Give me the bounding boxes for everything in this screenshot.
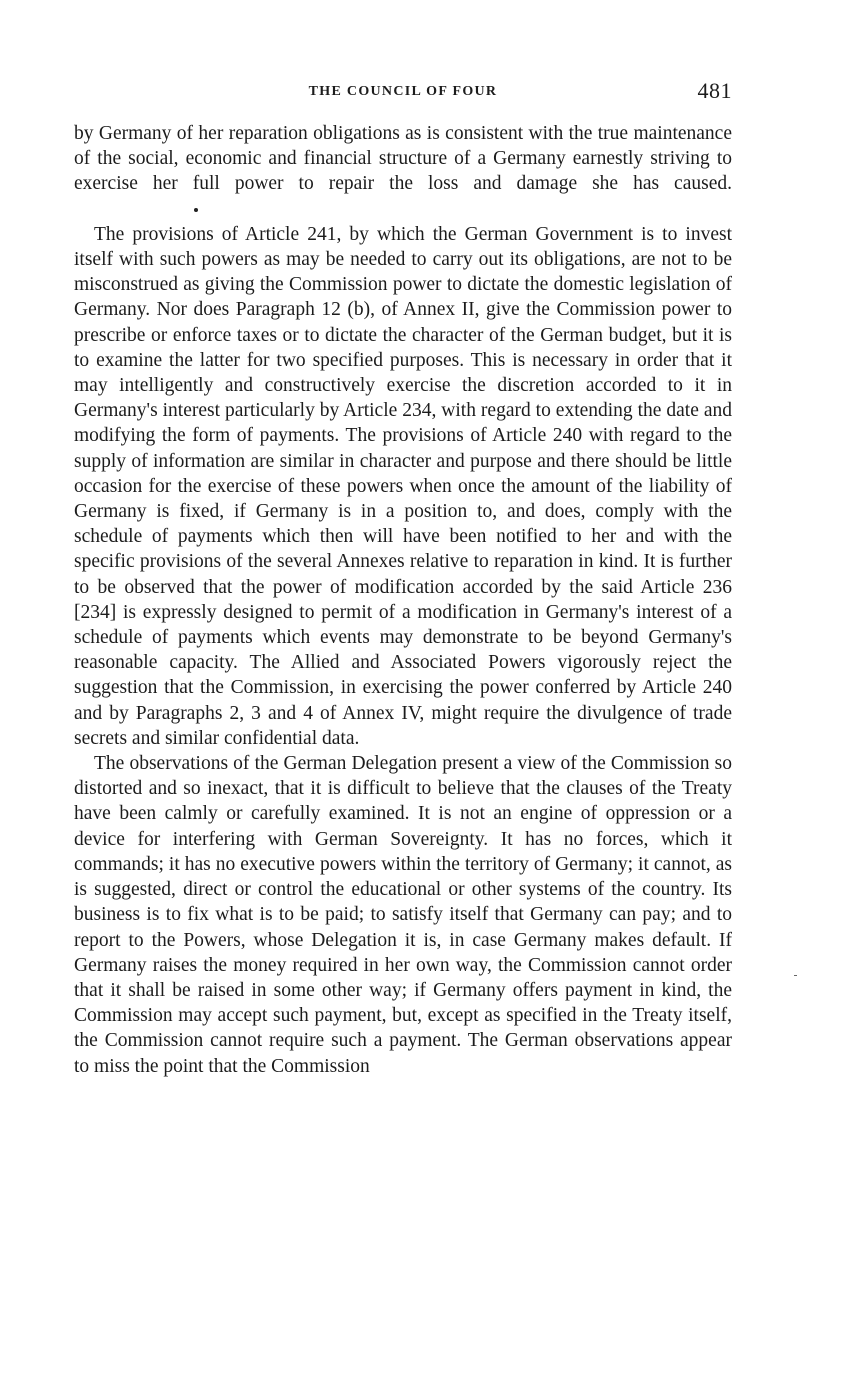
- body-text: [74, 121, 732, 1079]
- running-head: [74, 80, 732, 110]
- paragraph-german-delegation: The observations of the German Delegation present a view of the Commission so distorted and so inexact, that it is difficult to believe that the clauses of the Treaty have been calmly or carefully examined. It is not an engine of oppression or a device for interfering with German Sovereignty. It has no forces, which it commands; it has no executive powers within the territory of Germany; it cannot, as is suggested, direct or control the educational or other systems of the country. Its business is to fix what is to be paid; to satisfy itself that Germany can pay; and to report to the Powers, whose Delegation it is, in case Germany makes default. If Germany raises the money required in her own way, the Commission cannot order that it shall be raised in some other way; if Germany offers payment in kind, the Commission may accept such payment, but, except as specified in the Treaty itself, the Commission cannot require such a payment. The German observations appear to miss the point that the Commission: [74, 753, 732, 1077]
- paragraph-continuation: [74, 121, 732, 222]
- page-number: 481: [697, 78, 732, 103]
- margin-speck: [794, 975, 797, 976]
- running-title: THE COUNCIL OF FOUR: [308, 84, 498, 99]
- paragraph-article-241: The provisions of Article 241, by which the German Government is to invest itself with such powers as may be needed to carry out its obligations, are not to be misconstrued as giving the Commission power to dictate the domestic legislation of Germany. Nor does Paragraph 12 (b), of Annex II, give the Commission power to prescribe or enforce taxes or to dictate the character of the German budget, but it is to examine the latter for two specified purposes. This is necessary in order that it may intelligently and constructively exercise the discretion accorded to it in Germany's interest particularly by Article 234, with regard to extending the date and modifying the form of payments. The provisions of Article 240 with regard to the supply of information are similar in character and purpose and there should be little occasion for the exercise of these powers when once the amount of the liability of Germany is fixed, if Germany is in a position to, and does, comply with the schedule of payments which then will have been notified to her and with the specific provisions of the several Annexes relative to reparation in kind. It is further to be observed that the power of modification accorded by the said Article 236 [234] is expressly designed to permit of a modification in Germany's interest of a schedule of payments which events may demonstrate to be beyond Germany's reasonable capacity. The Allied and Associated Powers vigorously reject the suggestion that the Commission, in exercising the power conferred by Article 240 and by Paragraphs 2, 3 and 4 of Annex IV, might require the divulgence of trade secrets and similar confidential data.: [74, 223, 732, 749]
- ink-dot-mark: [194, 208, 198, 212]
- paragraph-1-text: by Germany of her reparation obligations as is consistent with the true maintenance of the social, economic and financial structure of a Germany earnestly striving to exercise her full power to repair the loss and damage she has caused.: [74, 123, 732, 195]
